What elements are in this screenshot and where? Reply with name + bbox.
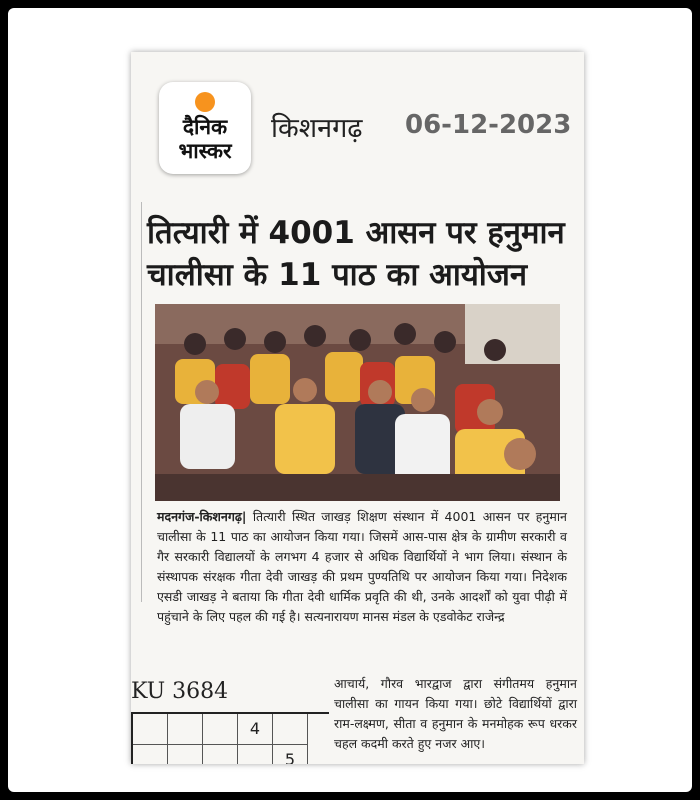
- edition-city: किशनगढ़: [271, 113, 363, 144]
- newspaper-clipping: [131, 52, 584, 764]
- headline-line-2: चालीसा के 11 पाठ का आयोजन: [147, 257, 528, 293]
- article-body-main: तित्यारी स्थित जाखड़ शिक्षण संस्थान में 4001 आसन पर हनुमान चालीसा के 11 पाठ का आयोजन किया गया। जिसमें आस-पास क्षेत्र के ग्रामीण सरकारी व गैर सरकारी विद्यालयों के लगभग 4 हजार से अधिक विद्यार्थियों ने भाग लिया। संस्थान के संस्थापक संरक्षक गीता देवी जाखड़ की प्रथम पुण्यतिथि पर आयोजन किया गया। निदेशक एसडी जाखड़ ने बताया कि गीता देवी धार्मिक प्रवृति की थी, उनके आदर्शों को युवा पीढ़ी में पहुंचाने के लिए पहल की गई है। सत्यनारायण मानस मंडल के एडवोकेट राजेन्द्र: [157, 509, 567, 624]
- headline-line-1: तित्यारी में 4001 आसन पर हनुमान: [147, 215, 565, 251]
- sudoku-cell: [133, 714, 168, 745]
- logo-text-line1: दैनिक: [182, 115, 228, 139]
- article-body-continued: आचार्य, गौरव भारद्वाज द्वारा संगीतमय हनुमान चालीसा का गायन किया गया। छोटे विद्यार्थियों द्वारा राम-लक्ष्मण, सीता व हनुमान के मनमोहक रूप धरकर चहल कदमी करते हुए नजर आए।: [334, 676, 577, 751]
- article-photo: [155, 304, 560, 501]
- sudoku-cell: 5: [273, 745, 308, 764]
- article-headline: [147, 212, 577, 296]
- sudoku-cell: [203, 745, 238, 764]
- sudoku-cell: [203, 714, 238, 745]
- sudoku-grid: [131, 712, 329, 764]
- edition-date: 06-12-2023: [405, 110, 572, 140]
- article-dateline: मदनगंज-किशनगढ़|: [157, 509, 247, 524]
- sudoku-cell: [133, 745, 168, 764]
- sudoku-cell: [168, 745, 203, 764]
- sudoku-title: KU 3684: [131, 679, 229, 704]
- sudoku-cell: 4: [238, 714, 273, 745]
- crowd-photo-illustration: [155, 304, 560, 501]
- adjacent-column-edge: [131, 202, 142, 602]
- screenshot-frame: [8, 8, 692, 792]
- sudoku-cell: [238, 745, 273, 764]
- article-body: [157, 507, 567, 627]
- sudoku-cell: [168, 714, 203, 745]
- sun-icon: [195, 92, 215, 112]
- dainik-bhaskar-logo: [159, 82, 251, 174]
- logo-text-line2: भास्कर: [178, 139, 232, 163]
- sudoku-cell: [273, 714, 308, 745]
